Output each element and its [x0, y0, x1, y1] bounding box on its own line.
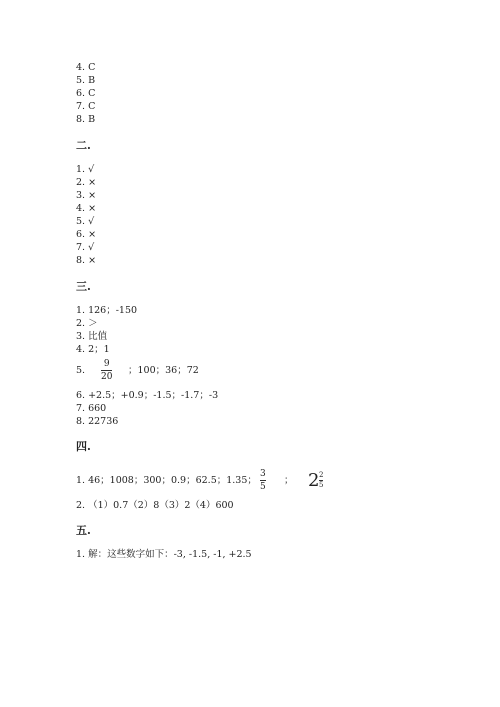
- separator: ；: [284, 475, 294, 486]
- answer-item: 7. C: [76, 101, 96, 112]
- answer-item: 6. ×: [76, 229, 97, 240]
- answer-item: 8. B: [76, 114, 96, 125]
- answer-item: 8. 22736: [76, 416, 119, 427]
- answer-item: 7. √: [76, 242, 95, 253]
- fraction: [260, 469, 266, 492]
- answer-item: 1. 解：这些数字如下：-3, -1.5, -1, +2.5: [76, 549, 252, 560]
- section-heading: 四.: [76, 440, 91, 453]
- answer-item: 2. ×: [76, 177, 97, 188]
- answer-item: 4. ×: [76, 203, 97, 214]
- section-heading: 五.: [76, 524, 91, 537]
- fraction-denominator: 5: [319, 481, 324, 489]
- mixed-number-whole: 2: [308, 470, 320, 491]
- answer-item-suffix: ；100；36；72: [128, 365, 199, 376]
- mixed-number-fraction: [319, 472, 323, 489]
- answer-item: 2. ＞: [76, 318, 98, 329]
- answer-item: 1. 126；-150: [76, 305, 138, 316]
- answer-item: 5. B: [76, 75, 96, 86]
- answer-item: 8. ×: [76, 255, 97, 266]
- fraction-numerator: 2: [319, 471, 324, 479]
- fraction-bar: [260, 480, 266, 481]
- section-heading: 二.: [76, 139, 91, 152]
- answer-item: 5. √: [76, 216, 95, 227]
- answer-item: 4. C: [76, 62, 96, 73]
- answer-item: 4. 2；1: [76, 344, 110, 355]
- fraction-denominator: 5: [260, 482, 266, 492]
- answer-item: 3. ×: [76, 190, 97, 201]
- section-heading: 三.: [76, 280, 91, 293]
- answer-item-prefix: 5.: [76, 365, 86, 376]
- fraction-numerator: 3: [260, 469, 266, 479]
- answer-item: 1. √: [76, 164, 95, 175]
- fraction: [101, 359, 112, 382]
- answer-item: 3. 比值: [76, 331, 108, 342]
- answer-item: 7. 660: [76, 403, 107, 414]
- fraction-bar: [101, 370, 112, 371]
- answer-item: 6. C: [76, 88, 96, 99]
- fraction-denominator: 20: [101, 372, 113, 382]
- fraction-numerator: 9: [103, 359, 110, 369]
- answer-item: 6. +2.5；+0.9；-1.5；-1.7；-3: [76, 390, 219, 401]
- answer-item: 2. （1）0.7（2）8（3）2（4）600: [76, 500, 234, 511]
- answer-item: 1. 46；1008；300；0.9；62.5；1.35；: [76, 475, 257, 486]
